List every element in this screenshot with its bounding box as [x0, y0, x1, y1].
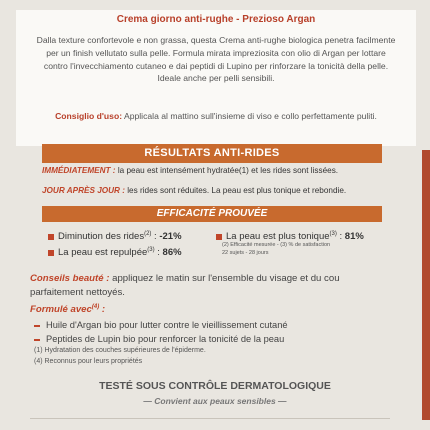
efficacy-ref: (3) [147, 247, 155, 253]
bottom-divider [30, 418, 390, 419]
efficacy-ref: (3) [329, 231, 337, 237]
efficacy-label: La peau est repulpée [58, 247, 148, 259]
efficacy-left-list [48, 226, 208, 260]
efficacy-value: 86% [162, 247, 182, 259]
result-daily-text: les rides sont réduites. La peau est plus tonique et rebondie. [127, 186, 347, 195]
italian-label-sticker [16, 10, 416, 146]
result-daily [42, 186, 346, 195]
efficacy-label: Diminution des rides [58, 231, 145, 243]
result-immediate [42, 166, 338, 175]
formula-header-ref: (4) [91, 304, 100, 310]
formula-item [34, 334, 284, 344]
efficacy-value: 81% [344, 231, 364, 243]
bullet-square-icon [48, 250, 54, 256]
dermatological-claim: TESTÉ SOUS CONTRÔLE DERMATOLOGIQUE [99, 380, 331, 392]
formula-item-text: Huile d'Argan bio pour lutter contre le vieillissement cutané [46, 320, 288, 330]
sticker-usage-label: Consiglio d'uso: [55, 111, 123, 121]
result-daily-label: JOUR APRÈS JOUR : [42, 186, 125, 195]
efficacy-footnotes [222, 241, 382, 257]
beauty-advice-text: appliquez le matin sur l'ensemble du visage et du cou parfaitement nettoyés. [30, 273, 340, 298]
efficacy-item: Diminution des rides$^{(2)}$ : -21% [48, 226, 208, 242]
efficacy-note-2: 22 sujets - 28 jours [222, 250, 269, 256]
dash-bullet-icon [34, 339, 40, 341]
efficacy-label: La peau est plus tonique [226, 231, 330, 243]
sticker-title: Crema giorno anti-rughe - Prezioso Argan [116, 14, 316, 25]
beauty-advice [30, 272, 390, 300]
efficacy-item: La peau est plus tonique$^{(3)}$ : 81% [216, 226, 382, 242]
efficacy-header: EFFICACITÉ PROUVÉE [42, 206, 382, 222]
formula-header-colon: : [99, 304, 106, 316]
efficacy-value: -21% [159, 231, 182, 243]
dash-bullet-icon [34, 325, 40, 327]
footnote: (1) Hydratation des couches supérieures de l'épiderme. [34, 347, 206, 354]
efficacy-note-1: (2) Efficacité mesurée - (3) % de satisfaction [222, 242, 331, 248]
bullet-square-icon [216, 234, 222, 240]
formula-header [30, 304, 105, 315]
formula-item [34, 320, 288, 330]
sticker-usage [34, 110, 398, 123]
formula-header-text: Formulé avec [30, 304, 92, 316]
footnote: (4) Reconnus pour leurs propriétés [34, 358, 143, 365]
result-immediate-label: IMMÉDIATEMENT : [42, 166, 116, 175]
formula-item-text: Peptides de Lupin bio pour renforcer la tonicité de la peau [46, 334, 285, 344]
sensitive-skin-claim: — Convient aux peaux sensibles — [143, 396, 287, 406]
sticker-usage-text: Applicala al mattino sull'insieme di viso e collo perfettamente puliti. [123, 111, 377, 121]
beauty-advice-label: Conseils beauté : [30, 273, 110, 284]
bullet-square-icon [48, 234, 54, 240]
results-header: RÉSULTATS ANTI-RIDES [42, 144, 382, 163]
sticker-description: Dalla texture confortevole e non grassa, questa Crema anti-rughe biologica penetra facilmente per un finish vellutato sulla pelle. Formula mirata impreziosita con olio di Argan per lottare contro l'invecchiamento cutaneo e dai peptidi di Lupino per rinforzare la tonicità della pelle. Ideale anche per pelli sensibili. [36, 35, 396, 84]
result-immediate-text: la peau est intensément hydratée(1) et les rides sont lissées. [117, 166, 339, 175]
efficacy-item: La peau est repulpée$^{(3)}$ : 86% [48, 242, 208, 258]
efficacy-ref: (2) [144, 231, 152, 237]
